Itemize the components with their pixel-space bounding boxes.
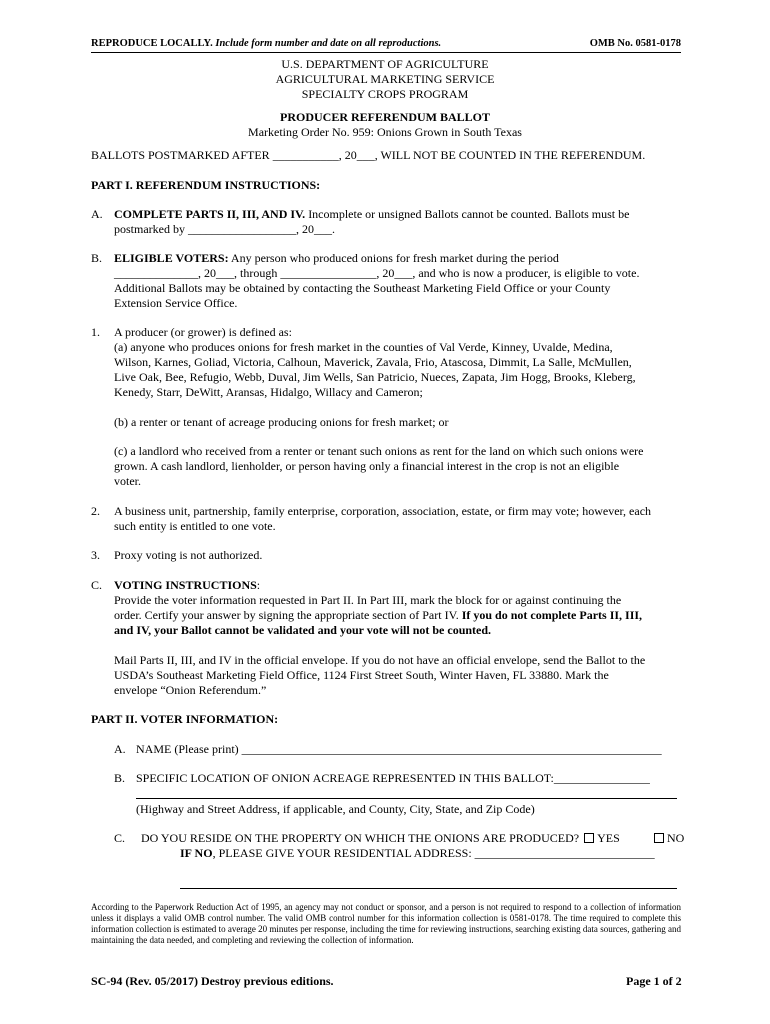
mail-instructions-line: envelope “Onion Referendum.”: [114, 683, 267, 697]
name-field[interactable]: NAME (Please print) ______________________________________________________________________: [136, 742, 662, 756]
agency-line-2: AGRICULTURAL MARKETING SERVICE: [275, 72, 495, 86]
no-checkbox[interactable]: [654, 833, 664, 843]
voting-instructions-colon: :: [256, 578, 261, 592]
producer-def-c-line: (c) a landlord who received from a renter or tenant such onions as rent for the land on which such onions were: [114, 444, 644, 458]
voting-instructions-heading: [114, 578, 260, 593]
mail-instructions-line: Mail Parts II, III, and IV in the official envelope. If you do not have an official envelope, send the Ballot to the: [114, 653, 646, 667]
part1-b-text: Any person who produced onions for fresh market during the period: [228, 251, 559, 265]
page-title: PRODUCER REFERENDUM BALLOT: [279, 110, 490, 124]
producer-def-line: A producer (or grower) is defined as:: [114, 325, 292, 339]
part1-a-line1: [114, 207, 629, 222]
producer-def-line: (a) anyone who produces onions for fresh market in the counties of Val Verde, Kinney, Uvalde, Medina,: [114, 340, 613, 354]
paperwork-notice: According to the Paperwork Reduction Act of 1995, an agency may not conduct or sponsor, and a person is not required to respond to a collection of information unless it displays a valid OMB control number. The valid OMB control number for this information collection is 0581-0178. The time required to complete this information collection is estimated to average 20 minutes per response, including the time for reviewing instructions, searching existing data sources, gathering and maintaining the data needed, and completing and reviewing the collection of information.: [91, 902, 681, 945]
residential-address-field[interactable]: [180, 846, 655, 861]
voting-instructions-plain: order. Certify your answer by signing the appropriate section of Part IV.: [114, 608, 462, 622]
residence-question-text: DO YOU RESIDE ON THE PROPERTY ON WHICH THE ONIONS ARE PRODUCED?: [141, 831, 580, 845]
mail-instructions-line: USDA’s Southeast Marketing Field Office, 1124 First Street South, Winter Haven, FL 33880. Mark the: [114, 668, 609, 682]
part1-b-line1: [114, 251, 559, 266]
part1-2-marker: 2.: [91, 504, 100, 518]
part1-b-line3: Additional Ballots may be obtained by contacting the Southeast Marketing Field Office or your County: [114, 281, 611, 295]
form-id: SC-94 (Rev. 05/2017) Destroy previous editions.: [91, 974, 334, 988]
part1-a-line2: postmarked by __________________, 20___.: [114, 222, 335, 236]
part2-b-marker: B.: [114, 771, 126, 785]
part1-1-marker: 1.: [91, 325, 100, 339]
producer-def-c-line: voter.: [114, 474, 141, 488]
producer-def-line: Live Oak, Bee, Refugio, Webb, Duval, Jim Wells, San Patricio, Nueces, Zapata, Jim Hogg, Brooks, Kleberg,: [114, 370, 636, 384]
voting-instructions-label: VOTING INSTRUCTIONS: [114, 578, 257, 592]
residential-address-line[interactable]: [180, 888, 677, 889]
proxy-voting-text: Proxy voting is not authorized.: [114, 548, 263, 562]
business-unit-line: such entity is entitled to one vote.: [114, 519, 276, 533]
voting-instructions-warning: If you do not complete Parts II, III,: [461, 608, 643, 622]
reproduce-header: [91, 36, 681, 53]
part1-b-marker: B.: [91, 251, 103, 265]
part1-a-text: Incomplete or unsigned Ballots cannot be counted. Ballots must be: [305, 207, 630, 221]
part2-heading: PART II. VOTER INFORMATION:: [91, 712, 279, 726]
part1-a-marker: A.: [91, 207, 103, 221]
part1-3-marker: 3.: [91, 548, 100, 562]
part1-a-bold: COMPLETE PARTS II, III, AND IV.: [114, 207, 306, 221]
acreage-location-field[interactable]: SPECIFIC LOCATION OF ONION ACREAGE REPRESENTED IN THIS BALLOT:________________: [136, 771, 650, 785]
residence-question: [141, 831, 620, 846]
omb-number: OMB No. 0581-0178: [589, 38, 681, 49]
reproduce-label: REPRODUCE LOCALLY.: [91, 38, 213, 49]
part1-c-marker: C.: [91, 578, 103, 592]
part1-b-bold: ELIGIBLE VOTERS:: [114, 251, 229, 265]
voting-instructions-warning-line: and IV, your Ballot cannot be validated and your vote will not be counted.: [114, 623, 492, 637]
producer-def-line: Wilson, Karnes, Goliad, Victoria, Calhoun, Maverick, Zavala, Frio, Atascosa, Dimmit, La Salle, McMullen,: [114, 355, 632, 369]
page-subtitle: Marketing Order No. 959: Onions Grown in South Texas: [248, 125, 522, 139]
producer-def-line: Kenedy, Starr, DeWitt, Aransas, Hidalgo, Willacy and Cameron;: [114, 385, 423, 399]
producer-def-c-line: grown. A cash landlord, lienholder, or person having only a financial interest in the crop is not an eligible: [114, 459, 620, 473]
part2-a-marker: A.: [114, 742, 126, 756]
if-no-label: IF NO: [180, 846, 213, 860]
producer-def-b: (b) a renter or tenant of acreage producing onions for fresh market; or: [114, 415, 449, 429]
part2-c-marker: C.: [114, 831, 126, 845]
reproduce-note: Include form number and date on all reproductions.: [215, 38, 442, 49]
no-option: [652, 831, 684, 846]
business-unit-line: A business unit, partnership, family enterprise, corporation, association, estate, or firm may vote; however, each: [114, 504, 652, 518]
yes-label: YES: [597, 831, 620, 845]
part1-heading: PART I. REFERENDUM INSTRUCTIONS:: [91, 178, 321, 192]
part1-b-line4: Extension Service Office.: [114, 296, 238, 310]
voting-instructions-line: Provide the voter information requested in Part II. In Part III, mark the block for or against continuing the: [114, 593, 622, 607]
voting-instructions-line: [114, 608, 642, 623]
residential-address-text: , PLEASE GIVE YOUR RESIDENTIAL ADDRESS: ______________________________: [212, 846, 655, 860]
no-label: NO: [667, 831, 685, 845]
part1-b-line2: ______________, 20___, through ________________, 20___, and who is now a producer, is eligible to vote.: [114, 266, 640, 280]
agency-line-1: U.S. DEPARTMENT OF AGRICULTURE: [281, 57, 489, 71]
yes-checkbox[interactable]: [584, 833, 594, 843]
acreage-location-line[interactable]: [136, 798, 677, 799]
agency-line-3: SPECIALTY CROPS PROGRAM: [301, 87, 469, 101]
postmark-notice: BALLOTS POSTMARKED AFTER ___________, 20___, WILL NOT BE COUNTED IN THE REFERENDUM.: [91, 148, 646, 162]
page-number: Page 1 of 2: [626, 974, 682, 988]
acreage-location-caption: (Highway and Street Address, if applicable, and County, City, State, and Zip Code): [136, 802, 535, 816]
